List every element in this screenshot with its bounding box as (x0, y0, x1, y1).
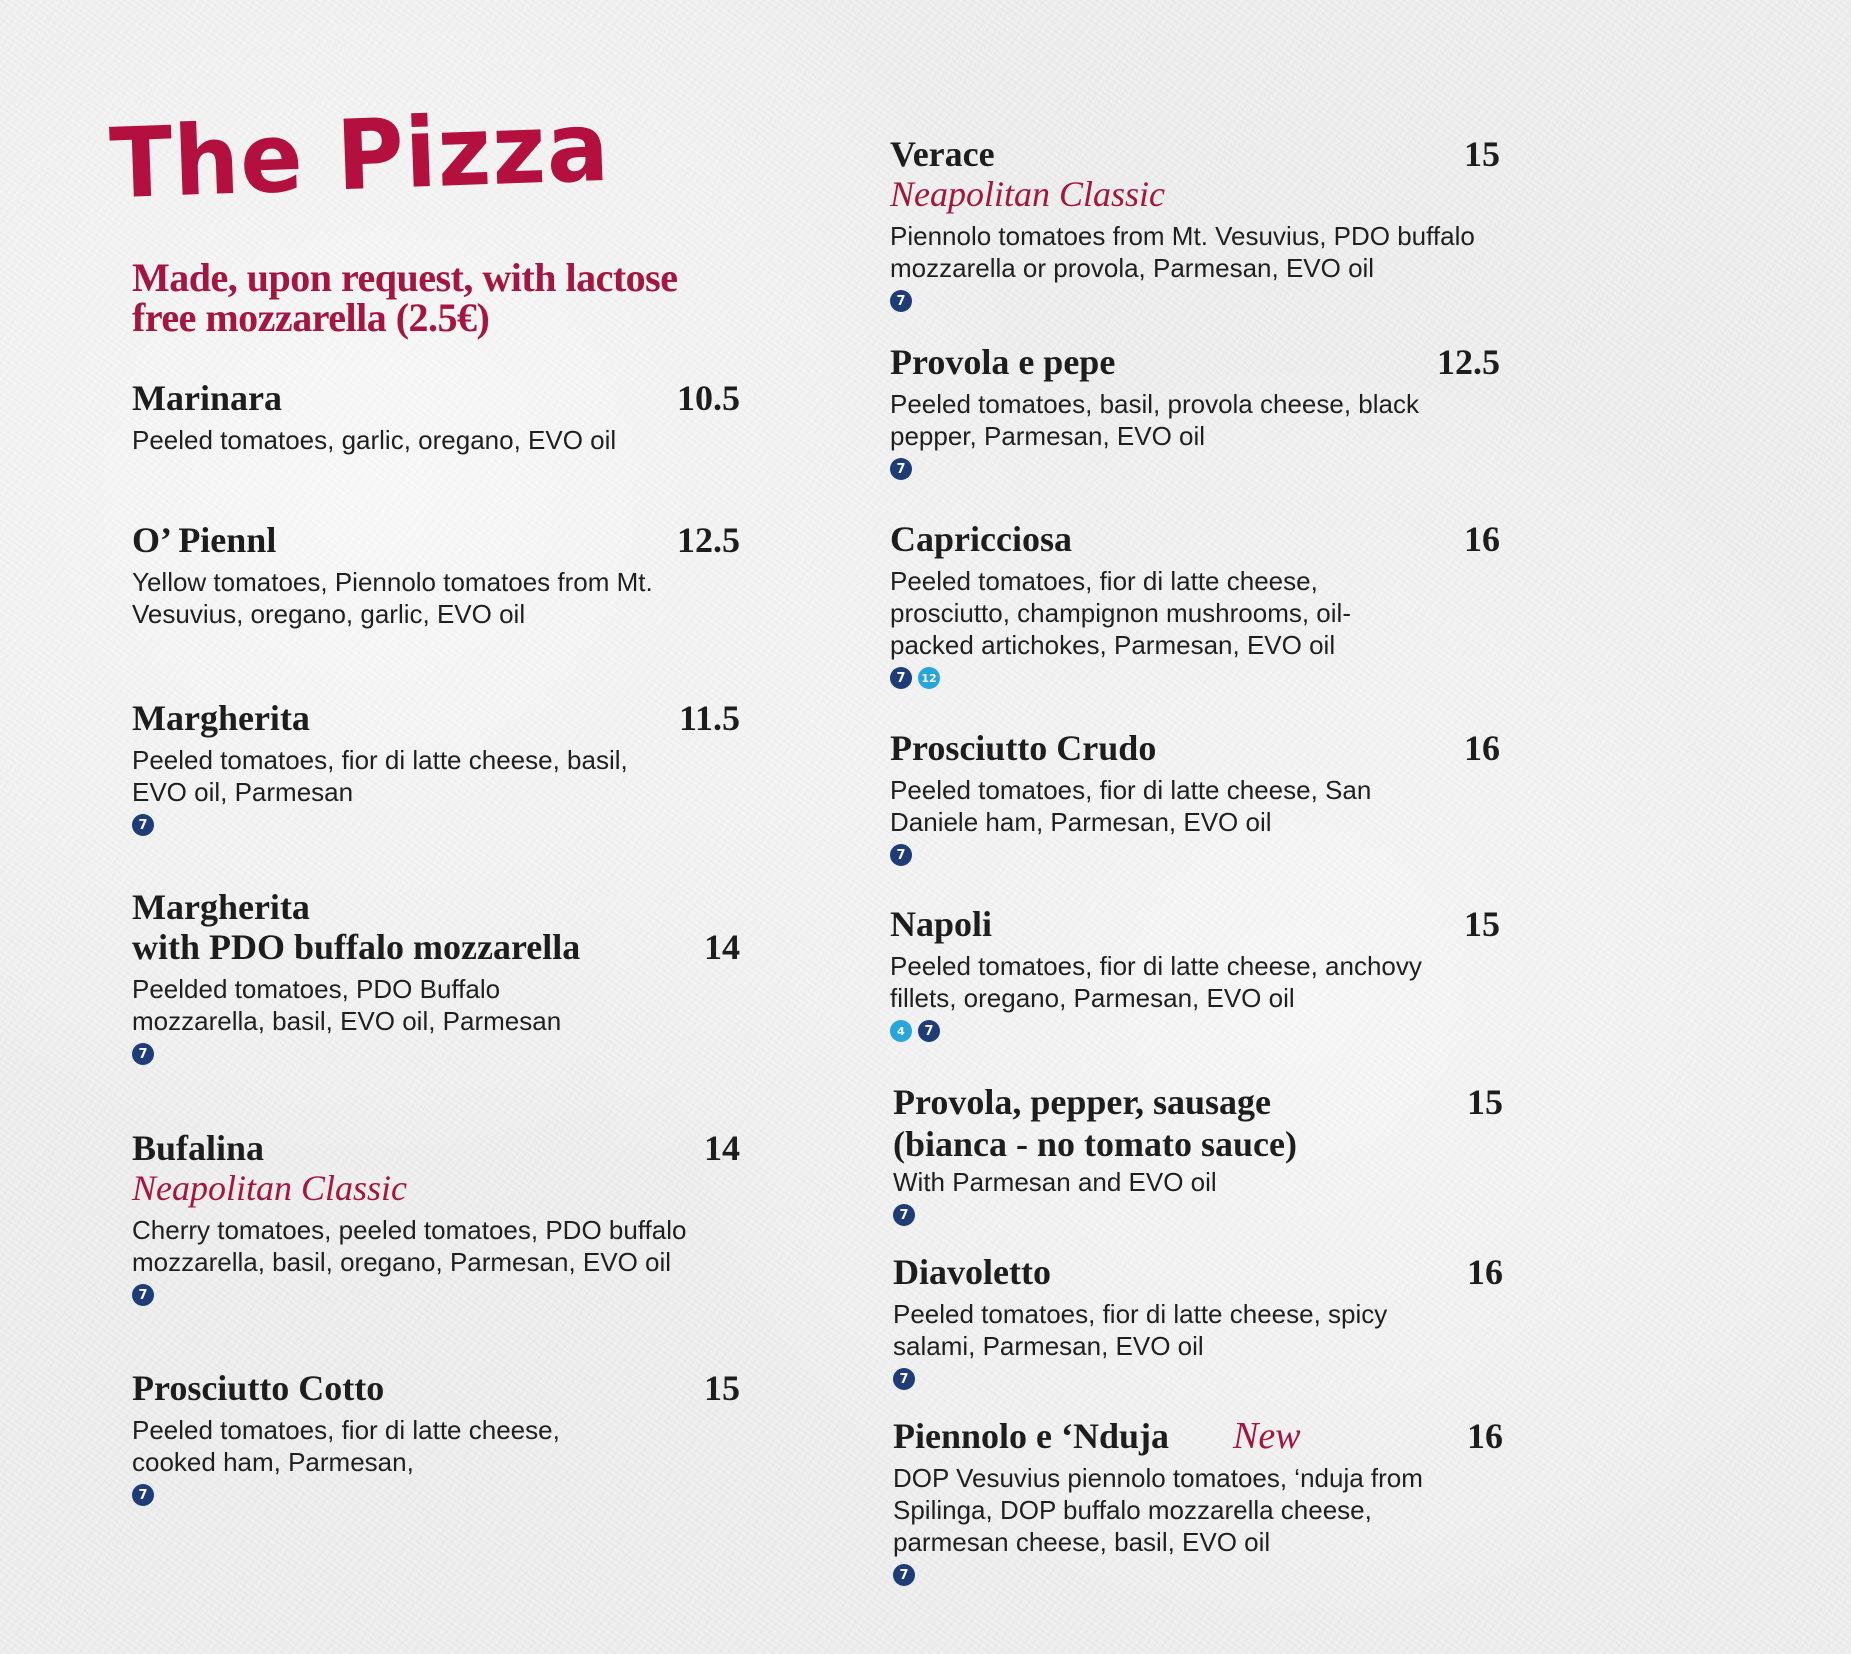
new-tag: New (1233, 1415, 1301, 1457)
item-price: 15 (704, 1368, 740, 1408)
item-name: Margherita (132, 887, 310, 927)
item-price: 12.5 (677, 520, 740, 560)
menu-item-napoli (890, 904, 1500, 1044)
item-description: Peeled tomatoes, fior di latte cheese, prosciutto, champignon mushrooms, oil-packed artichokes, Parmesan, EVO oil (890, 566, 1351, 660)
item-description: Cherry tomatoes, peeled tomatoes, PDO buffalo mozzarella, basil, oregano, Parmesan, EVO oil (132, 1215, 687, 1277)
allergen-badge: 7 (893, 1564, 915, 1586)
menu-item-piennolo-nduja (893, 1416, 1503, 1588)
allergen-badge: 7 (132, 814, 154, 836)
item-description: Peeled tomatoes, fior di latte cheese, anchovy fillets, oregano, Parmesan, EVO oil (890, 951, 1422, 1013)
allergen-badge: 7 (132, 1284, 154, 1306)
item-name-line2: (bianca - no tomato sauce) (893, 1124, 1297, 1164)
item-description: Peeled tomatoes, fior di latte cheese, basil, EVO oil, Parmesan (132, 745, 628, 807)
allergen-badge: 7 (890, 290, 912, 312)
page-title: The Pizza (108, 90, 612, 221)
item-price: 14 (704, 1128, 740, 1168)
item-tag: Neapolitan Classic (132, 1168, 408, 1208)
allergen-badge: 7 (132, 1484, 154, 1506)
menu-item-provola-pepper-sausage (893, 1082, 1503, 1228)
menu-item-verace (890, 134, 1500, 314)
menu-item-diavoletto (893, 1252, 1503, 1392)
item-price: 16 (1467, 1416, 1503, 1456)
menu-item-marinara (132, 378, 740, 456)
allergen-list (893, 1564, 1503, 1588)
menu-item-bufalina (132, 1128, 740, 1308)
menu-subtitle: Made, upon request, with lactose free mozzarella (2.5€) (132, 255, 678, 340)
allergen-list (893, 1368, 1503, 1392)
item-name-line2: with PDO buffalo mozzarella (132, 927, 581, 967)
allergen-badge: 7 (890, 844, 912, 866)
allergen-list (890, 844, 1500, 868)
allergen-badge: 7 (132, 1043, 154, 1065)
item-price: 12.5 (1437, 342, 1500, 382)
item-price: 14 (704, 927, 740, 967)
allergen-list (893, 1204, 1503, 1228)
allergen-list (890, 667, 1500, 691)
item-price: 10.5 (677, 378, 740, 418)
item-name: Marinara (132, 378, 282, 418)
item-price: 16 (1467, 1252, 1503, 1292)
allergen-badge: 7 (893, 1204, 915, 1226)
item-price: 16 (1464, 519, 1500, 559)
allergen-list (132, 1043, 740, 1067)
item-name: Prosciutto Cotto (132, 1368, 385, 1408)
item-description: Peeled tomatoes, fior di latte cheese, cooked ham, Parmesan, (132, 1415, 560, 1477)
allergen-list (890, 1020, 1500, 1044)
item-description: Yellow tomatoes, Piennolo tomatoes from Mt. Vesuvius, oregano, garlic, EVO oil (132, 567, 653, 629)
item-name: Verace (890, 134, 995, 174)
item-name: Bufalina (132, 1128, 265, 1168)
allergen-badge: 7 (890, 458, 912, 480)
item-name: Piennolo e ‘Nduja (893, 1416, 1170, 1456)
item-name: Capricciosa (890, 519, 1072, 559)
menu-item-provola-e-pepe (890, 342, 1500, 482)
item-price: 15 (1467, 1082, 1503, 1122)
item-name: O’ Piennl (132, 520, 277, 560)
item-description: Piennolo tomatoes from Mt. Vesuvius, PDO buffalo mozzarella or provola, Parmesan, EVO oil (890, 221, 1475, 283)
allergen-list (132, 814, 740, 838)
menu-item-capricciosa (890, 519, 1500, 691)
item-description: Peeled tomatoes, basil, provola cheese, black pepper, Parmesan, EVO oil (890, 389, 1419, 451)
item-name: Margherita (132, 698, 310, 738)
item-name: Provola e pepe (890, 342, 1116, 382)
allergen-list (132, 1284, 740, 1308)
item-description: DOP Vesuvius piennolo tomatoes, ‘nduja from Spilinga, DOP buffalo mozzarella cheese, parmesan cheese, basil, EVO oil (893, 1463, 1423, 1557)
allergen-badge: 7 (918, 1020, 940, 1042)
item-name: Napoli (890, 904, 993, 944)
item-price: 15 (1464, 134, 1500, 174)
item-tag: Neapolitan Classic (890, 174, 1166, 214)
item-description: Peeled tomatoes, garlic, oregano, EVO oil (132, 425, 617, 455)
item-description: With Parmesan and EVO oil (893, 1167, 1217, 1197)
item-price: 11.5 (678, 698, 740, 738)
allergen-badge: 4 (890, 1020, 912, 1042)
allergen-list (890, 458, 1500, 482)
item-description: Peelded tomatoes, PDO Buffalo mozzarella, basil, EVO oil, Parmesan (132, 974, 562, 1036)
allergen-badge: 7 (893, 1368, 915, 1390)
allergen-list (132, 1484, 740, 1508)
item-name: Provola, pepper, sausage (893, 1082, 1272, 1122)
menu-item-prosciutto-crudo (890, 728, 1500, 868)
item-name: Diavoletto (893, 1252, 1051, 1292)
allergen-badge: 12 (918, 667, 940, 689)
allergen-badge: 7 (890, 667, 912, 689)
item-price: 15 (1464, 904, 1500, 944)
menu-item-o-piennl (132, 520, 740, 630)
menu-item-margherita-buffalo (132, 887, 740, 1067)
item-price: 16 (1464, 728, 1500, 768)
menu-item-margherita (132, 698, 740, 838)
allergen-list (890, 290, 1500, 314)
item-description: Peeled tomatoes, fior di latte cheese, San Daniele ham, Parmesan, EVO oil (890, 775, 1372, 837)
item-name: Prosciutto Crudo (890, 728, 1157, 768)
menu-item-prosciutto-cotto (132, 1368, 740, 1508)
item-description: Peeled tomatoes, fior di latte cheese, spicy salami, Parmesan, EVO oil (893, 1299, 1388, 1361)
